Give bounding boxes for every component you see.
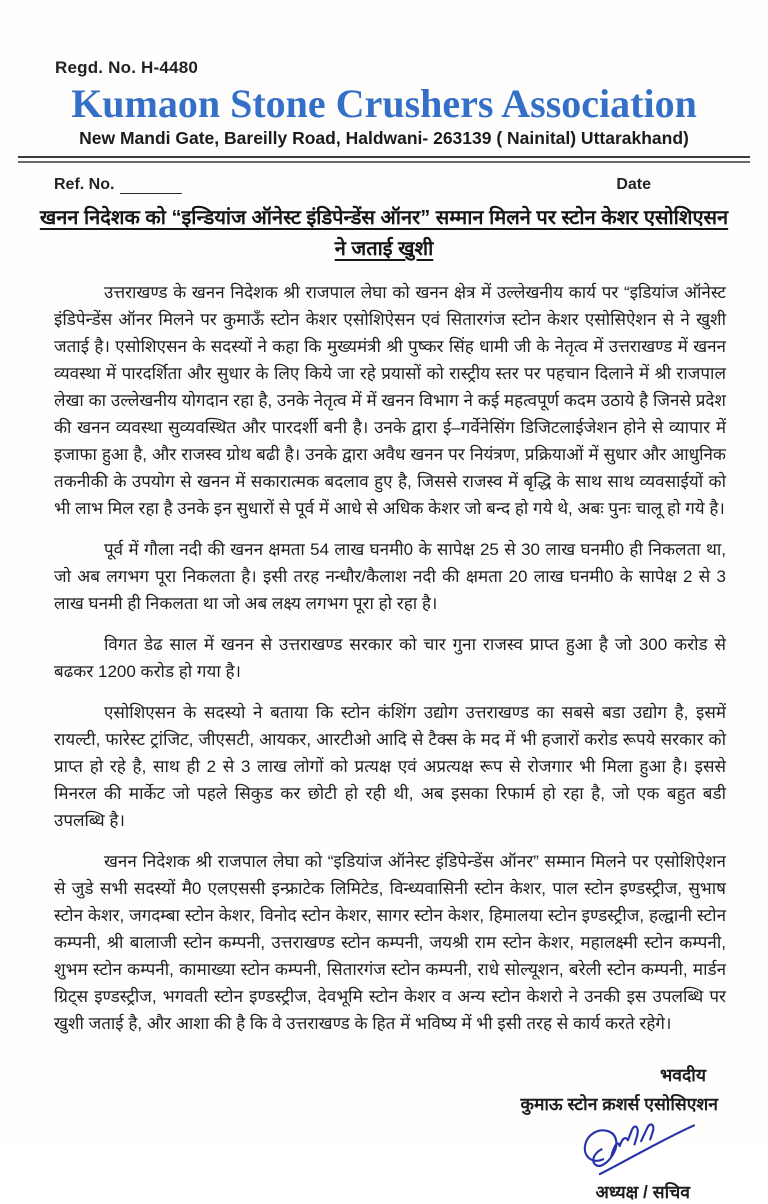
ref-no-field — [54, 176, 182, 194]
signature-scribble — [0, 1118, 712, 1184]
closing-salutation: भवदीय — [659, 1065, 706, 1085]
paragraph-2: पूर्व में गौला नदी की खनन क्षमता 54 लाख घनमी0 के सापेक्ष 25 से 30 लाख घनमी0 ही निकलता था, जो अब लगभग पूरा निकलता है। इसी तरह नन्धौर/कैलाश नदी की क्षमता 20 लाख घनमी0 के सापेक्ष 2 से 3 लाख घनमी ही निकलता था जो अब लक्ष्य लगभग पूरा हो रहा है। — [54, 540, 726, 613]
date-label: Date — [616, 176, 651, 193]
headline — [16, 203, 752, 265]
ref-date-row — [54, 176, 713, 194]
regd-no: Regd. No. H-4480 — [55, 58, 199, 77]
closing-block — [0, 1063, 718, 1204]
org-address: New Mandi Gate, Bareilly Road, Haldwani- 263139 ( Nainital) Uttarakhand) — [79, 128, 689, 148]
paragraph-5: खनन निदेशक श्री राजपाल लेघा को “इडियांज ऑनेस्ट इंडिपेन्डेंस ऑनर” सम्मान मिलने पर एसोशिऐशन से जुडे सभी सदस्यों मै0 एलएससी इन्फ्राटेक लिमिटेड, विन्ध्यवासिनी स्टोन केशर, पाल स्टोन इण्डस्ट्रीज, सुभाष स्टोन केशर, जगदम्बा स्टोन केशर, विनोद स्टोन केशर, सागर स्टोन केशर, हिमालया स्टोन इण्डस्ट्रीज, हल्द्वानी स्टोन कम्पनी, श्री बालाजी स्टोन कम्पनी, उत्तराखण्ड स्टोन कम्पनी, जयश्री राम स्टोन केशर, महालक्ष्मी स्टोन कम्पनी, शुभम स्टोन कम्पनी, कामाख्या स्टोन कम्पनी, सितारगंज स्टोन कम्पनी, राधे सोल्यूशन, बरेली स्टोन कम्पनी, मार्डन ग्रिट्स इण्डस्ट्रीज, भगवती स्टोन इण्डस्ट्रीज, देवभूमि स्टोन केशर व अन्य स्टोन केशरो ने उनकी इस उपलब्धि पर खुशी जताई है, और आशा की है कि वे उत्तराखण्ड के हित में भविष्य में भी इसी तरह से कार्य करते रहेगे। — [54, 852, 726, 1033]
ref-no-label: Ref. No. — [54, 176, 115, 193]
signature-ink — [562, 1118, 712, 1184]
headline-line-2: ने जताई खुशी — [334, 238, 434, 260]
ref-no-blank-line — [120, 179, 182, 194]
closing-designation: अध्यक्ष / सचिव — [595, 1182, 690, 1202]
paragraph-3: विगत डेढ साल में खनन से उत्तराखण्ड सरकार को चार गुना राजस्व प्राप्त हुआ है जो 300 करोड से बढकर 1200 करोड हो गया है। — [54, 635, 726, 681]
headline-line-1: खनन निदेशक को “इन्डियांज ऑनेस्ट इंडिपेन्डेंस ऑनर” सम्मान मिलने पर स्टोन केशर एसोशिएसन — [39, 207, 729, 229]
closing-org-name: कुमाऊ स्टोन क्रशर्स एसोसिएशन — [520, 1094, 718, 1114]
header-rule — [18, 156, 750, 163]
paragraph-4: एसोशिएसन के सदस्यो ने बताया कि स्टोन कंशिंग उद्योग उत्तराखण्ड का सबसे बडा उद्योग है, इसमें रायल्टी, फारेस्ट ट्रांजिट, जीएसटी, आयकर, आरटीओ आदि से टैक्स के मद में भी हजारों करोड रूपये सरकार को प्राप्त हो रहे है, साथ ही 2 से 3 लाख लोगों को प्रत्यक्ष एवं अप्रत्यक्ष रूप से रोजगार भी मिला हुआ है। इससे मिनरल की मार्केट जो पहले सिकुड कर छोटी हो रही थी, अब इसका रिफार्म हो रहा है, जो एक बहुत बडी उपलब्धि है। — [54, 703, 726, 830]
org-title: Kumaon Stone Crushers Association — [71, 81, 697, 126]
paragraph-1: उत्तराखण्ड के खनन निदेशक श्री राजपाल लेघा को खनन क्षेत्र में उल्लेखनीय कार्य पर “इडियांज ऑनेस्ट इंडिपेन्डेंस ऑनर मिलने पर कुमाऊँ स्टोन केशर एसोशिऐसन एवं सितारगंज स्टोन केशर एसोसिऐशन से ने खुशी जताई है। एसोशिएसन के सदस्यों ने कहा कि मुख्यमंत्री श्री पुष्कर सिंह धामी जी के नेतृत्व में उत्तराखण्ड में खनन व्यवस्था में पारदर्शिता और सुधार के लिए किये जा रहे प्रयासों को रास्ट्रीय स्तर पर पहचान दिलाने में श्री राजपाल लेखा का उल्लेखनीय योगदान रहा है, उनके नेतृत्व में में खनन विभाग ने कई महत्वपूर्ण कदम उठाये है जिनसे प्रदेश की खनन व्यवस्था सुव्यवस्थित और पारदर्शी बनी है। उनके द्वारा ई–गर्वेनेसिंग डिजिटलाईजेशन होने से व्यापार में इजाफा हुआ है, और राजस्व ग्रोथ बढी है। उनके द्वारा अवैध खनन पर नियंत्रण, प्रक्रियाओं में सुधार और आधुनिक तकनीकी के उपयोग से खनन में सकारात्मक बदलाव हुए है, जिससे राजस्व में बृद्धि के साथ साथ व्यवसाईयों को भी लाभ मिल रहा है उनके इन सुधारों से पूर्व में आधे से अधिक केशर जो बन्द हो गये थे, अबः पुनः चालू हो गये है। — [54, 283, 726, 518]
letter-body — [0, 279, 768, 1037]
